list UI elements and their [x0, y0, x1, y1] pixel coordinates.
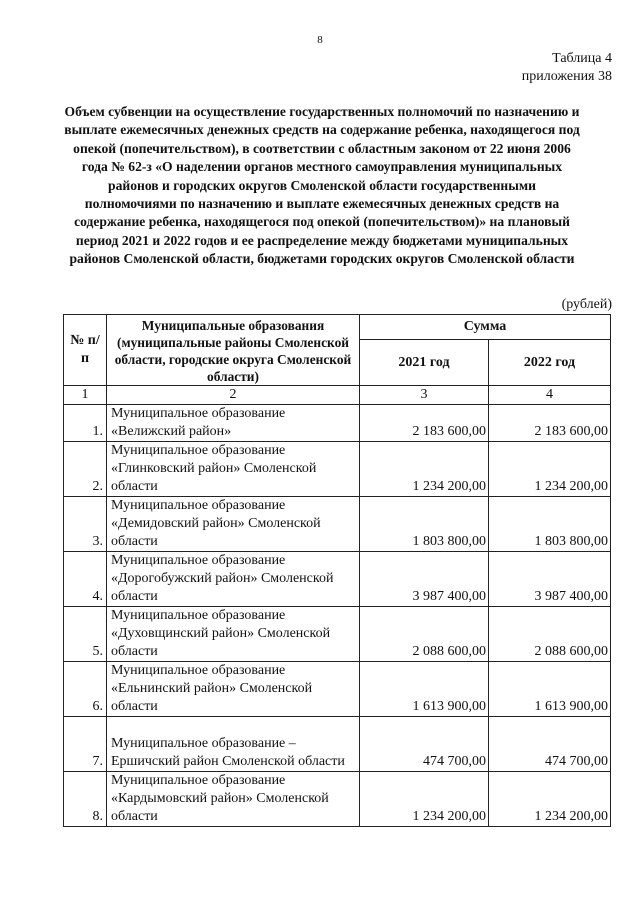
table-row	[64, 662, 611, 717]
table-ref-line1: Таблица 4	[552, 51, 612, 66]
municipality-name: Муниципальное образование «Духовщинский район» Смоленской области	[107, 607, 360, 662]
table-row	[64, 607, 611, 662]
amount-2022: 2 183 600,00	[489, 405, 611, 442]
table-row	[64, 405, 611, 442]
column-index-cell: 2	[107, 386, 360, 405]
amount-2022: 474 700,00	[489, 717, 611, 772]
column-index-cell: 1	[64, 386, 107, 405]
row-number: 7.	[64, 717, 107, 772]
document-title: Объем субвенции на осуществление государственных полномочий по назначению и выплате ежемесячных денежных средств на содержание ребенка, находящегося под опекой (попечительством), в соответствии с областным законом от 22 июня 2006 года № 62-з «О наделении органов местного самоуправления муниципальных районов и городских округов Смоленской области государственными полномочиями по назначению и выплате ежемесячных денежных средств на содержание ребенка, находящегося под опекой (попечительством)» на плановый период 2021 и 2022 годов и ее распределение между бюджетами муниципальных районов Смоленской области, бюджетами городских округов Смоленской области	[64, 104, 580, 267]
table-reference	[522, 50, 612, 86]
table-row	[64, 717, 611, 772]
amount-2021: 2 088 600,00	[360, 607, 489, 662]
amount-2022: 3 987 400,00	[489, 552, 611, 607]
amount-2022: 2 088 600,00	[489, 607, 611, 662]
row-number: 5.	[64, 607, 107, 662]
municipality-name: Муниципальное образование «Дорогобужский район» Смоленской области	[107, 552, 360, 607]
amount-2021: 3 987 400,00	[360, 552, 489, 607]
municipality-name: Муниципальное образование – Ершичский район Смоленской области	[107, 717, 360, 772]
header-number: № п/п	[64, 315, 107, 386]
amount-2021: 1 803 800,00	[360, 497, 489, 552]
row-number: 2.	[64, 442, 107, 497]
municipality-name: Муниципальное образование «Демидовский район» Смоленской области	[107, 497, 360, 552]
header-year-2021: 2021 год	[360, 340, 489, 386]
header-municipality: Муниципальные образования (муниципальные районы Смоленской области, городские округа Смоленской области)	[107, 315, 360, 386]
row-number: 3.	[64, 497, 107, 552]
table-header	[64, 315, 611, 386]
municipality-name: Муниципальное образование «Ельнинский район» Смоленской области	[107, 662, 360, 717]
amount-2022: 1 234 200,00	[489, 442, 611, 497]
table-ref-line2: приложения 38	[521, 69, 612, 84]
header-sum: Сумма	[360, 315, 611, 340]
municipality-name: Муниципальное образование «Велижский район»	[107, 405, 360, 442]
municipality-name: Муниципальное образование «Глинковский район» Смоленской области	[107, 442, 360, 497]
subvention-table	[63, 314, 611, 827]
table-row	[64, 497, 611, 552]
table-row	[64, 772, 611, 827]
table-body	[64, 386, 611, 827]
amount-2022: 1 234 200,00	[489, 772, 611, 827]
row-number: 6.	[64, 662, 107, 717]
municipality-name: Муниципальное образование «Кардымовский район» Смоленской области	[107, 772, 360, 827]
column-index-row	[64, 386, 611, 405]
row-number: 8.	[64, 772, 107, 827]
amount-2021: 474 700,00	[360, 717, 489, 772]
amount-2022: 1 803 800,00	[489, 497, 611, 552]
amount-2021: 2 183 600,00	[360, 405, 489, 442]
amount-2021: 1 234 200,00	[360, 442, 489, 497]
units-label: (рублей)	[561, 297, 612, 312]
amount-2021: 1 234 200,00	[360, 772, 489, 827]
header-year-2022: 2022 год	[489, 340, 611, 386]
table-row	[64, 442, 611, 497]
column-index-cell: 3	[360, 386, 489, 405]
table-row	[64, 552, 611, 607]
amount-2022: 1 613 900,00	[489, 662, 611, 717]
page-number: 8	[317, 34, 323, 46]
column-index-cell: 4	[489, 386, 611, 405]
row-number: 4.	[64, 552, 107, 607]
amount-2021: 1 613 900,00	[360, 662, 489, 717]
row-number: 1.	[64, 405, 107, 442]
